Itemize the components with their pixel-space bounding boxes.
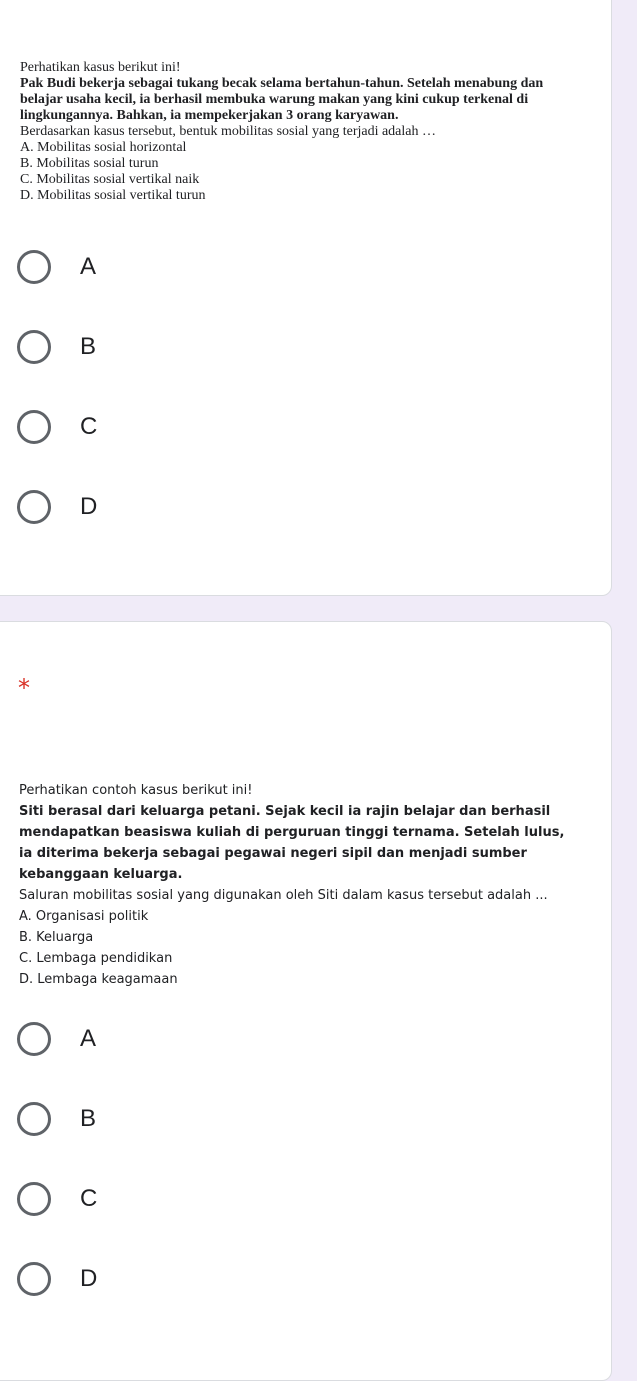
question-2-case: Siti berasal dari keluarga petani. Sejak kecil ia rajin belajar dan berhasil mendapatkan beasiswa kuliah di perguruan tinggi ternama. Setelah lulus, ia diterima bekerja sebagai pegawai negeri sipil dan menjadi sumber kebanggaan keluarga. — [19, 804, 565, 882]
question-1-choice-a: A. Mobilitas sosial horizontal — [20, 140, 187, 155]
question-1-option-b[interactable] — [17, 325, 96, 369]
option-label: A — [80, 1025, 97, 1052]
question-1-text — [20, 60, 580, 204]
option-label: B — [80, 1105, 97, 1132]
radio-button[interactable] — [17, 330, 51, 364]
question-1-intro: Perhatikan kasus berikut ini! — [20, 60, 181, 75]
question-1-option-c[interactable] — [17, 405, 97, 449]
radio-button[interactable] — [17, 250, 51, 284]
option-label: D — [80, 493, 98, 520]
question-1-case: Pak Budi bekerja sebagai tukang becak selama bertahun-tahun. Setelah menabung dan belajar usaha kecil, ia berhasil membuka warung makan yang kini cukup terkenal di lingkungannya. Bahkan, ia mempekerjakan 3 orang karyawan. — [20, 76, 544, 123]
radio-button[interactable] — [17, 1102, 51, 1136]
question-2-intro: Perhatikan contoh kasus berikut ini! — [19, 783, 253, 798]
option-label: A — [80, 253, 97, 280]
radio-button[interactable] — [17, 410, 51, 444]
question-1-choice-d: D. Mobilitas sosial vertikal turun — [20, 188, 206, 203]
option-label: C — [80, 413, 98, 440]
question-card-2 — [0, 621, 612, 1381]
radio-button[interactable] — [17, 1182, 51, 1216]
question-1-option-a[interactable] — [17, 245, 96, 289]
question-card-1 — [0, 0, 612, 596]
question-2-choice-a: A. Organisasi politik — [19, 909, 149, 924]
question-2-choice-d: D. Lembaga keagamaan — [19, 972, 178, 987]
option-label: C — [80, 1185, 98, 1212]
radio-button[interactable] — [17, 1262, 51, 1296]
question-2-text — [19, 780, 579, 990]
required-asterisk: * — [18, 674, 30, 702]
question-1-choice-b: B. Mobilitas sosial turun — [20, 156, 159, 171]
question-2-option-b[interactable] — [17, 1097, 96, 1141]
radio-button[interactable] — [17, 1022, 51, 1056]
question-2-option-a[interactable] — [17, 1017, 96, 1061]
question-2-choice-b: B. Keluarga — [19, 930, 94, 945]
question-2-choice-c: C. Lembaga pendidikan — [19, 951, 173, 966]
question-1-option-d[interactable] — [17, 485, 97, 529]
question-2-option-d[interactable] — [17, 1257, 97, 1301]
question-2-option-c[interactable] — [17, 1177, 97, 1221]
question-2-prompt: Saluran mobilitas sosial yang digunakan oleh Siti dalam kasus tersebut adalah ... — [19, 888, 548, 903]
question-1-prompt: Berdasarkan kasus tersebut, bentuk mobilitas sosial yang terjadi adalah … — [20, 124, 437, 139]
radio-button[interactable] — [17, 490, 51, 524]
question-1-choice-c: C. Mobilitas sosial vertikal naik — [20, 172, 200, 187]
option-label: B — [80, 333, 97, 360]
option-label: D — [80, 1265, 98, 1292]
